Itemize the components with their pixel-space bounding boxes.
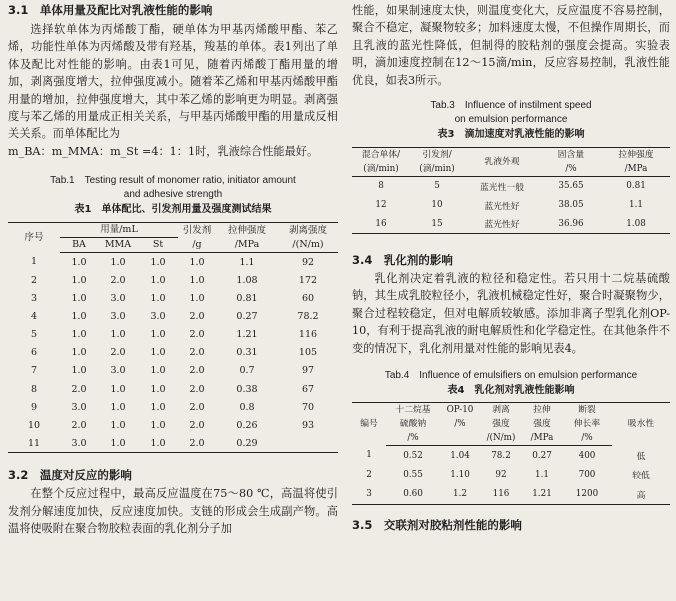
table-1-row-cell: 1.0 — [189, 274, 205, 286]
table-3-header-monomer-unit: (滴/min) — [352, 162, 410, 177]
table-1-row-cell: 9 — [30, 401, 38, 413]
table-1-row-cell: 0.81 — [236, 292, 258, 304]
table-3-row-cell: 5 — [434, 181, 440, 192]
table-3-header-solid-unit: /% — [540, 162, 602, 177]
table-1-header-initiator: 引发剂 — [182, 224, 212, 236]
table-1-row-cell: 2.0 — [189, 437, 205, 449]
table-1-row — [8, 398, 338, 416]
table-4-caption-zh: 表4 乳化剂对乳液性能影响 — [447, 385, 575, 397]
table-1-row-cell: 0.38 — [236, 383, 258, 395]
table-4-caption — [352, 369, 670, 399]
table-3-row-cell: 12 — [375, 200, 387, 211]
table-1-row-cell: 1.0 — [150, 365, 166, 377]
table-1-row-cell: 7 — [30, 365, 38, 377]
table-4-header-peel-unit: /(N/m) — [480, 431, 522, 446]
table-1-row-cell: 8 — [30, 383, 38, 395]
left-column — [8, 0, 338, 538]
table-3-row — [352, 196, 670, 215]
table-1-row — [8, 271, 338, 289]
right-column — [352, 0, 670, 533]
table-1-row-cell: 1.08 — [236, 274, 258, 286]
table-1-row-cell: 1.0 — [110, 256, 126, 268]
table-1-row-cell: 78.2 — [297, 310, 319, 322]
table-1-row-cell: 3.0 — [150, 310, 166, 322]
table-4-header-op10-unit: /% — [454, 419, 466, 430]
table-1-caption-zh: 表1 单体配比、引发剂用量及强度测试结果 — [74, 204, 272, 216]
table-3-row-cell: 38.05 — [558, 200, 584, 211]
table-1-row-cell: 1.0 — [71, 274, 87, 286]
table-1-row-cell: 1.0 — [110, 401, 126, 413]
table-3-row-cell: 15 — [431, 218, 443, 229]
table-3-caption-zh: 表3 滴加速度对乳液性能的影响 — [437, 129, 585, 141]
table-1-row-cell: 2.0 — [110, 274, 126, 286]
table-1-row-cell: 1.0 — [71, 329, 87, 341]
table-1-row-cell: 1.0 — [71, 310, 87, 322]
section-3-2-body: 在整个反应过程中，最高反应温度在75～80 ℃，高温将使引发剂分解速度加快，反应速度加快。支链的形成会生成副产物。高温将使吸附在聚合物胶粒表面的乳化剂分子加 — [8, 487, 338, 536]
table-4-header-peel: 剥离 — [492, 405, 510, 416]
table-4-row-cell: 3 — [366, 489, 372, 500]
table-4-row-cell: 0.27 — [532, 450, 552, 461]
table-1-row-cell: 0.8 — [239, 401, 255, 413]
table-1-row-cell: 6 — [30, 347, 38, 359]
table-1-row-cell: 1.0 — [71, 292, 87, 304]
table-1-row-cell: 116 — [298, 329, 318, 341]
table-3-row-cell: 蓝光性好 — [484, 201, 520, 212]
table-4-header-elongation-unit: /% — [562, 431, 612, 446]
table-4-row-cell: 700 — [578, 469, 596, 480]
table-1-row-cell: 2.0 — [189, 347, 205, 359]
table-3-caption-en-line1: Tab.3 Influence of instilment speed — [430, 100, 592, 112]
table-4-row-cell: 1.2 — [453, 489, 467, 500]
table-1-row-cell: 2.0 — [110, 347, 126, 359]
table-1-header-initiator-unit: /g — [178, 238, 216, 253]
table-3-row-cell: 1.1 — [629, 200, 643, 211]
table-1 — [8, 222, 338, 453]
table-4-row-cell: 2 — [366, 469, 372, 480]
table-4-row-cell: 1 — [366, 450, 372, 461]
table-4-row-cell: 0.52 — [403, 450, 423, 461]
table-3-row-cell: 10 — [431, 200, 443, 211]
table-1-row-cell: 2.0 — [189, 401, 205, 413]
table-3-row — [352, 177, 670, 196]
table-4-header-elongation: 断裂 — [578, 405, 596, 416]
table-1-row-cell: 105 — [298, 347, 318, 359]
table-1-row-cell: 2.0 — [189, 329, 205, 341]
table-1-header-mma: MMA — [98, 238, 138, 253]
table-4-row-cell: 低 — [636, 451, 646, 462]
table-1-row-cell: 2.0 — [71, 420, 87, 432]
table-1-row-cell: 1.0 — [189, 256, 205, 268]
table-3-header-initiator-unit: (滴/min) — [410, 162, 464, 177]
table-1-row-cell: 1.0 — [189, 292, 205, 304]
table-1-row-cell: 5 — [30, 329, 38, 341]
table-1-row-cell: 0.27 — [236, 310, 258, 322]
table-4-body — [352, 446, 670, 505]
table-4-header-empty — [440, 431, 480, 446]
table-1-row-cell: 10 — [27, 420, 41, 432]
table-1-row — [8, 344, 338, 362]
table-4-row-cell: 92 — [495, 469, 507, 480]
table-4-header-elongation-2: 伸长率 — [573, 419, 601, 430]
table-1-row-cell: 2.0 — [189, 420, 205, 432]
table-4-row — [352, 465, 670, 485]
table-4-header-sds: 十二烷基 — [395, 405, 431, 416]
section-3-4-title: 3.4 乳化剂的影响 — [352, 253, 453, 268]
table-4-header-tensile: 拉伸 — [533, 405, 551, 416]
table-1-row-cell: 0.31 — [236, 347, 258, 359]
table-1-row-cell: 1.0 — [110, 329, 126, 341]
table-1-row-cell: 60 — [301, 292, 315, 304]
table-4-row-cell: 高 — [636, 490, 646, 501]
table-1-row-cell: 1.0 — [150, 401, 166, 413]
table-4-header-sds-2: 硫酸钠 — [399, 419, 427, 430]
table-4-row-cell: 116 — [492, 489, 510, 500]
table-4-row-cell: 0.60 — [403, 489, 423, 500]
table-4-header-peel-2: 强度 — [492, 419, 510, 430]
table-3-caption-en-line2: on emulsion performance — [454, 114, 568, 126]
table-1-row-cell: 4 — [30, 310, 38, 322]
table-3-row-cell: 8 — [378, 181, 384, 192]
table-1-row-cell: 1.0 — [110, 420, 126, 432]
table-3-row-cell: 36.96 — [558, 218, 584, 229]
table-1-row — [8, 380, 338, 398]
table-1-row-cell: 3 — [30, 292, 38, 304]
section-3-4-body: 乳化剂决定着乳液的粒径和稳定性。若只用十二烷基硫酸钠，其生成乳胶粒径小，乳液机械稳定性好，聚合时凝聚物少，聚合过程较稳定，但对电解质较敏感。添加非离子型乳化剂OP-10，有利于提高乳液的耐电解质性和化学稳定性。在其他条件不变的情况下，乳化剂用量对性能的影响见表4。 — [352, 272, 670, 355]
table-1-row-cell: 1.0 — [110, 383, 126, 395]
section-3-5-title: 3.5 交联剂对胶粘剂性能的影响 — [352, 517, 522, 532]
table-4-row-cell: 1200 — [575, 489, 599, 500]
table-3-header-appearance: 乳液外观 — [464, 148, 540, 177]
table-1-caption — [8, 174, 338, 218]
table-3-row-cell: 蓝光性一般 — [480, 182, 524, 193]
table-1-header-dosage: 用量/mL — [60, 223, 178, 238]
table-1-caption-en-line2: and adhesive strength — [123, 189, 223, 201]
table-1-row-cell: 1.0 — [150, 329, 166, 341]
table-1-row — [8, 307, 338, 325]
table-1-row-cell: 1.0 — [71, 256, 87, 268]
table-1-row-cell: 2.0 — [189, 383, 205, 395]
table-1-row-cell: 1.0 — [71, 347, 87, 359]
table-1-row-cell: 2 — [30, 274, 38, 286]
table-1-row-cell: 1.21 — [236, 329, 258, 341]
table-1-header-tensile: 拉伸强度 — [227, 224, 266, 236]
table-4-caption-en: Tab.4 Influence of emulsifiers on emulsion performance — [384, 370, 638, 382]
table-1-header-st: St — [138, 238, 178, 253]
table-1-row-cell: 0.29 — [236, 437, 258, 449]
table-1-row — [8, 326, 338, 344]
table-4-header-op10: OP-10 — [446, 405, 474, 416]
table-1-row-cell: 2.0 — [189, 365, 205, 377]
table-3-header-tensile: 拉伸强度 — [618, 150, 654, 161]
table-1-row-cell: 3.0 — [110, 365, 126, 377]
table-1-row-cell: 1.0 — [71, 365, 87, 377]
table-1-row-cell: 70 — [301, 401, 315, 413]
table-1-row-cell: 1 — [30, 256, 38, 268]
table-4-header-tensile-unit: /MPa — [522, 431, 562, 446]
table-3 — [352, 147, 670, 234]
table-3-header-monomer: 混合单体/ — [361, 150, 401, 161]
table-1-row-cell: 1.0 — [150, 256, 166, 268]
table-4-row-cell: 1.04 — [450, 450, 470, 461]
section-3-1-body: 选择软单体为丙烯酸丁酯，硬单体为甲基丙烯酸甲酯、苯乙烯，功能性单体为丙烯酸及带有羟基，羧基的单体。表1列出了单体及配比对性能的影响。由表1可见，随着丙烯酸丁酯用量的增加，剥离强度增大，拉伸强度减小。随着苯乙烯和甲基丙烯酸甲酯用量的增加，拉伸强度增大，其中苯乙烯的影响更为明显。剥离强度与苯乙烯的用量成正相关关系，与甲基丙烯酸甲酯的用量成反相关关系。而单体配比为 — [8, 23, 338, 141]
table-1-row-cell: 97 — [301, 365, 315, 377]
table-1-row-cell: 172 — [298, 274, 318, 286]
table-1-row-cell: 67 — [301, 383, 315, 395]
table-4-row-cell: 0.55 — [403, 469, 423, 480]
table-4-header-sds-unit: /% — [386, 431, 440, 446]
table-3-row-cell: 0.81 — [626, 181, 646, 192]
table-4-header-water: 吸水性 — [627, 419, 655, 430]
table-3-body — [352, 177, 670, 234]
table-1-row-cell — [278, 435, 338, 453]
table-4-row-cell: 78.2 — [491, 450, 511, 461]
table-1-row-cell: 0.26 — [236, 420, 258, 432]
table-1-row — [8, 416, 338, 434]
table-4-row — [352, 485, 670, 505]
table-1-row-cell: 1.0 — [150, 347, 166, 359]
table-1-row-cell: 3.0 — [71, 401, 87, 413]
table-3-row-cell: 蓝光性好 — [484, 220, 520, 231]
section-3-1-title: 3.1 单体用量及配比对乳液性能的影响 — [8, 3, 213, 17]
table-4-row-cell: 1.1 — [535, 469, 549, 480]
table-4-row-cell: 1.21 — [532, 489, 552, 500]
table-1-row-cell: 11 — [27, 437, 41, 449]
table-3-header-solid: 固含量 — [557, 150, 585, 161]
table-1-header-seq: 序号 — [24, 232, 44, 243]
table-1-row-cell: 2.0 — [71, 383, 87, 395]
table-1-header-peel-unit: /(N/m) — [278, 238, 338, 253]
table-1-row-cell: 1.0 — [150, 292, 166, 304]
table-3-row — [352, 215, 670, 234]
table-1-row-cell: 1.0 — [150, 420, 166, 432]
section-3-2-title: 3.2 温度对反应的影响 — [8, 468, 132, 483]
table-1-row-cell: 3.0 — [110, 310, 126, 322]
table-1-row-cell: 1.0 — [150, 383, 166, 395]
section-3-1-ratio: m_BA：m_MMA：m_St =4：1：1时，乳液综合性能最好。 — [8, 144, 319, 158]
table-3-header-tensile-unit: /MPa — [602, 162, 670, 177]
table-1-row-cell: 1.1 — [239, 256, 255, 268]
table-1-row-cell: 1.0 — [110, 437, 126, 449]
table-1-row-cell: 2.0 — [189, 310, 205, 322]
table-1-row-cell: 93 — [301, 420, 315, 432]
table-1-header-tensile-unit: /MPa — [216, 238, 278, 253]
table-1-row-cell: 1.0 — [150, 274, 166, 286]
table-3-header-initiator: 引发剂/ — [422, 150, 452, 161]
table-1-body — [8, 253, 338, 453]
table-1-row-cell: 0.7 — [239, 365, 255, 377]
table-3-row-cell: 1.08 — [626, 218, 646, 229]
table-1-row-cell: 3.0 — [71, 437, 87, 449]
table-4 — [352, 402, 670, 505]
table-4-row-cell: 较低 — [632, 471, 650, 482]
table-4-header-id: 编号 — [360, 419, 378, 430]
table-1-row — [8, 289, 338, 307]
table-1-row — [8, 435, 338, 453]
table-4-row-cell: 1.10 — [450, 469, 470, 480]
table-1-caption-en-line1: Tab.1 Testing result of monomer ratio, initiator amount — [50, 175, 296, 187]
table-3-row-cell: 35.65 — [558, 181, 584, 192]
table-1-row — [8, 362, 338, 380]
table-4-header-tensile-2: 强度 — [533, 419, 551, 430]
table-1-header-peel: 剥离强度 — [288, 224, 327, 236]
table-3-caption — [352, 99, 670, 143]
table-4-row-cell: 400 — [578, 450, 596, 461]
table-1-row-cell: 3.0 — [110, 292, 126, 304]
table-1-row — [8, 253, 338, 271]
table-4-row — [352, 446, 670, 466]
table-1-row-cell: 92 — [301, 256, 315, 268]
table-1-header-ba: BA — [60, 238, 98, 253]
table-3-row-cell: 16 — [375, 218, 387, 229]
section-3-3-continued-body: 性能，如果制速度太快，则温度变化大，反应温度不容易控制，聚合不稳定，凝聚物较多；加料速度太慢，不但操作周期长，而且乳液的蓝光性降低，但制得的胶粘剂的强度会提高。实验表明，滴加速度控制在12～15滴/min，反应容易控制，乳液性能优良，如表3所示。 — [352, 4, 670, 87]
table-1-row-cell: 1.0 — [150, 437, 166, 449]
